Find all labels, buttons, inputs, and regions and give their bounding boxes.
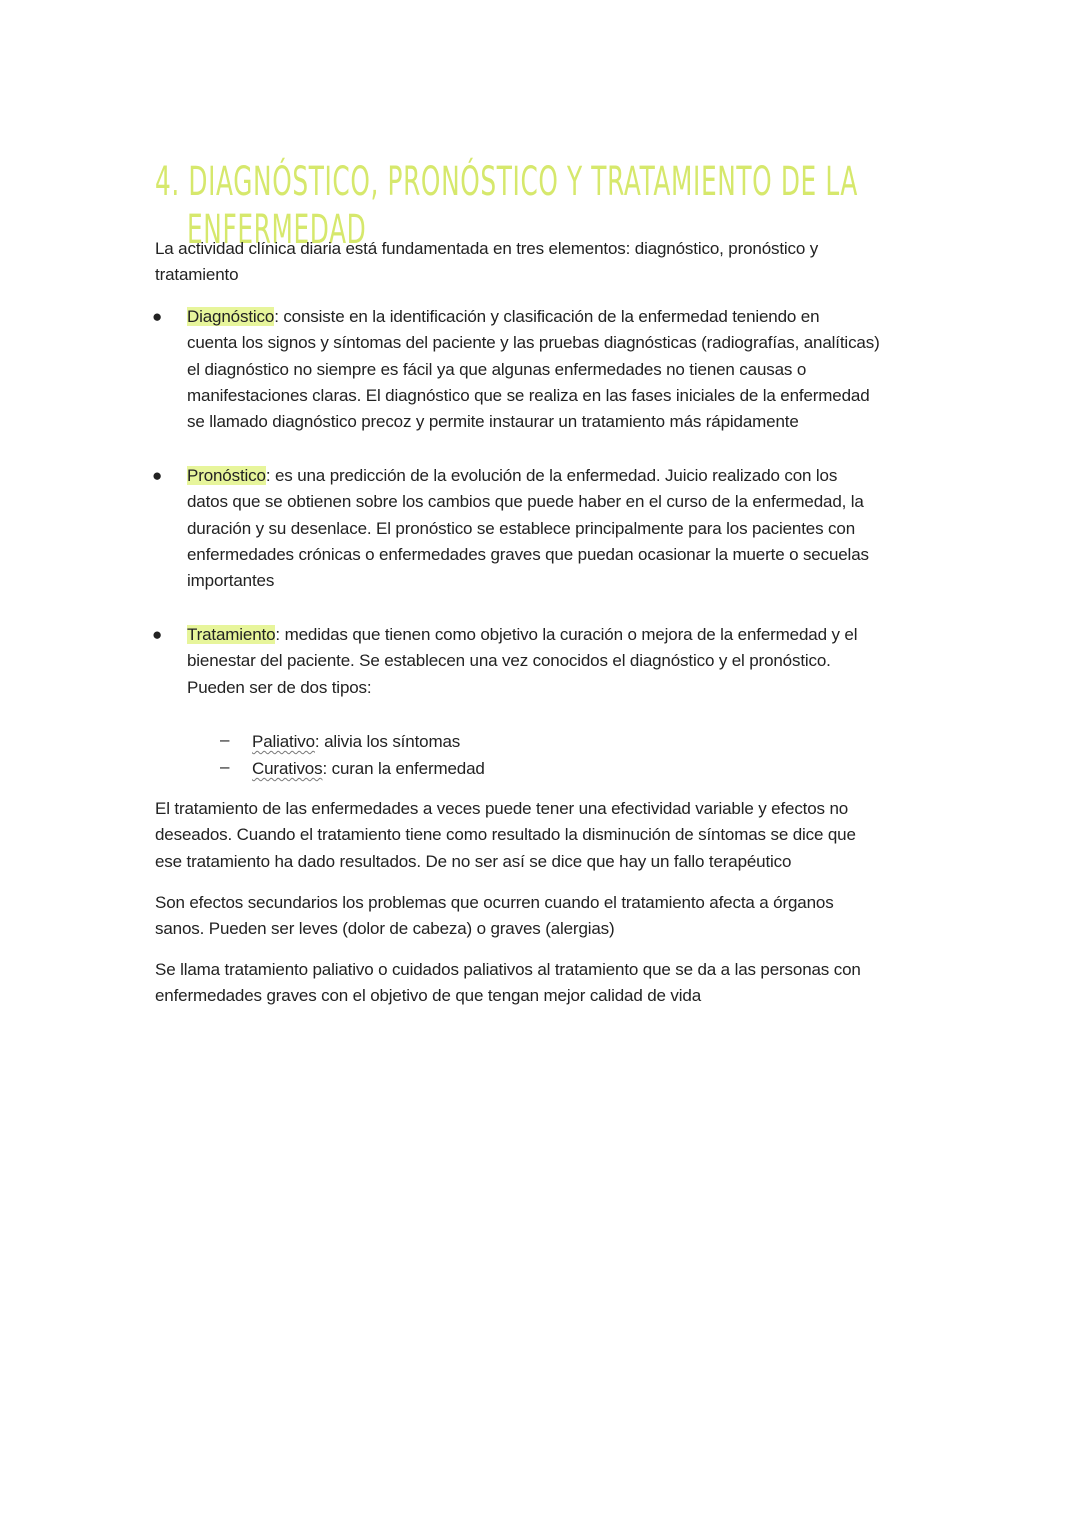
text-line: Pueden ser de dos tipos:: [187, 677, 372, 697]
text-line: tratamiento: [155, 265, 239, 285]
paragraph-efectos-secundarios: [155, 890, 834, 943]
text-line: enfermedades crónicas o enfermedades graves que puedan ocasionar la muerte o secuelas: [187, 544, 869, 564]
bullet-diagnostico: [187, 304, 880, 435]
text: : es una predicción de la evolución de la enfermedad. Juicio realizado con los: [265, 466, 838, 485]
text-line: Son efectos secundarios los problemas que ocurren cuando el tratamiento afecta a órganos: [155, 893, 834, 912]
bullet-tratamiento: [187, 622, 857, 701]
text-line: duración y su desenlace. El pronóstico se establece principalmente para los pacientes con: [187, 518, 855, 538]
subitem-paliativo: [252, 729, 460, 755]
text-line: deseados. Cuando el tratamiento tiene como resultado la disminución de síntomas se dice que: [155, 825, 856, 845]
text-line: manifestaciones claras. El diagnóstico que se realiza en las fases iniciales de la enfermedad: [187, 385, 870, 405]
text-line: importantes: [187, 571, 275, 591]
dash-icon: –: [220, 730, 230, 749]
text: : medidas que tienen como objetivo la curación o mejora de la enfermedad y el: [275, 625, 858, 644]
highlight-term: Diagnóstico: [187, 307, 275, 326]
text-line: datos que se obtienen sobre los cambios que puede haber en el curso de la enfermedad, la: [187, 492, 864, 512]
text-line: El tratamiento de las enfermedades a veces puede tener una efectividad variable y efectos no: [155, 799, 849, 818]
subitem-curativos: [252, 756, 485, 782]
highlight-term: Tratamiento: [187, 625, 276, 644]
text-line: enfermedades graves con el objetivo de que tengan mejor calidad de vida: [155, 986, 701, 1006]
text-line: Se llama tratamiento paliativo o cuidados paliativos al tratamiento que se da a las personas con: [155, 960, 861, 979]
bullet-icon: ●: [152, 466, 163, 485]
highlight-term: Pronóstico: [187, 466, 266, 485]
paragraph-cuidados-paliativos: [155, 957, 861, 1010]
text-line: cuenta los signos y síntomas del paciente y las pruebas diagnósticas (radiografías, analíticas): [187, 333, 880, 353]
text-line: La actividad clínica diaria está fundamentada en tres elementos: diagnóstico, pronóstico y: [155, 239, 819, 258]
text: : curan la enfermedad: [322, 759, 485, 778]
text-line: el diagnóstico no siempre es fácil ya que algunas enfermedades no tienen causas o: [187, 359, 807, 379]
bullet-pronostico: [187, 463, 869, 594]
paragraph-efectividad: [155, 796, 856, 875]
section-title-line-1: 4. DIAGNÓSTICO, PRONÓSTICO Y TRATAMIENTO DE LA: [155, 158, 858, 205]
intro-paragraph: [155, 236, 818, 289]
text-line: bienestar del paciente. Se establecen una vez conocidos el diagnóstico y el pronóstico.: [187, 651, 831, 671]
text: : consiste en la identificación y clasificación de la enfermedad teniendo en: [274, 307, 820, 326]
dash-icon: –: [220, 757, 230, 776]
subitem-term: Paliativo: [252, 732, 315, 751]
text-line: se llamado diagnóstico precoz y permite instaurar un tratamiento más rápidamente: [187, 412, 799, 432]
text-line: ese tratamiento ha dado resultados. De no ser así se dice que hay un fallo terapéutico: [155, 851, 792, 871]
section-title-line-2: ENFERMEDAD: [187, 206, 367, 253]
bullet-icon: ●: [152, 307, 163, 326]
text-line: sanos. Pueden ser leves (dolor de cabeza) o graves (alergias): [155, 919, 615, 939]
bullet-icon: ●: [152, 625, 163, 644]
text: : alivia los síntomas: [314, 732, 461, 751]
subitem-term: Curativos: [252, 759, 323, 778]
